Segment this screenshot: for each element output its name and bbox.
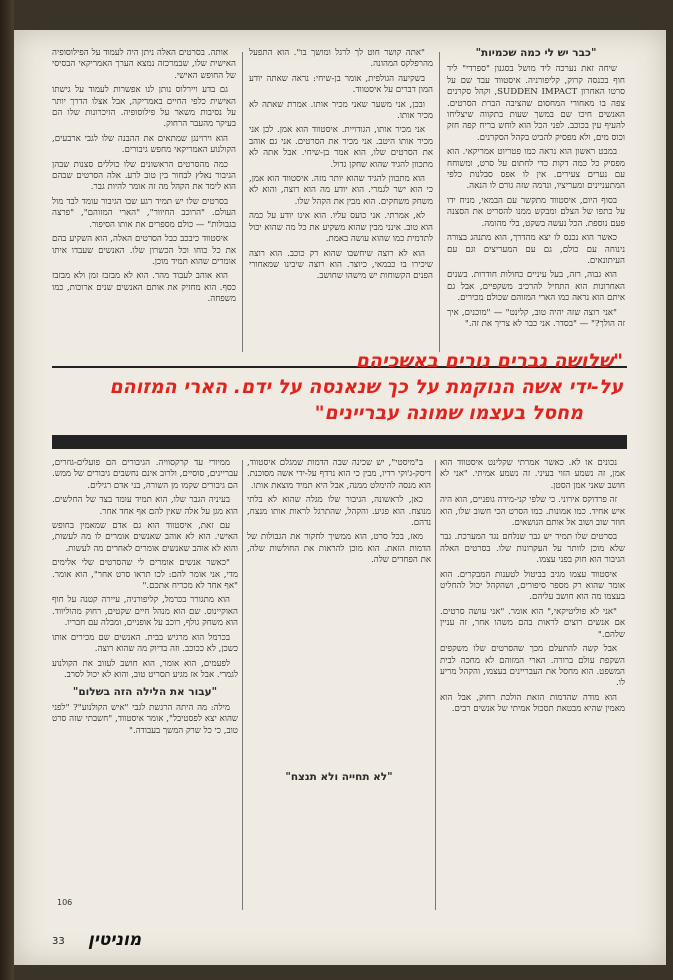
paragraph: הוא מתכוון להגיד שהוא יותר מזה. איסטווד הוא אמן, כי הוא ישר לגמרי. הוא יודע מה הוא רוצה, והוא לא משחק משחקים. הוא מבין את הקהל שלו. [249, 174, 433, 207]
paragraph: "כאשר אנשים אומרים לי שהסרטים שלי אלימים מדי, אני אומר להם: לכו תראו סרט אחר", הוא אומר. "אף אחד לא מכריח אתכם." [52, 558, 238, 592]
paragraph: בשקיעה הגולפית, אומר בן-שיחי: נראה שאתה יודע המון דברים על איסטווד. [249, 73, 433, 96]
section-heading: "עבור את הלילה הזה בשלום" [72, 686, 218, 699]
paragraph: גם בדע ויירלוס נותן לנו אפשרות לעמוד על גישתו האישית כלפי החיים באמריקה, אבל אצלו הדרך יותר על נסיבות משאר על פילוסופיה. הזיכרונות שלו הם בעיקר מהעבר הרחוק. [52, 85, 236, 130]
paragraph: ובכן, אני משער שאני מכיר אותו. אמרת שאתה לא מכיר אותו. [249, 99, 433, 122]
paragraph: "אתה קושר חוט לך לרגל ומושך בו". הוא התפעל מהרפלקס המהונה. [249, 48, 433, 70]
paragraph: זה פרדוקס אירוני. כי שלפי קני-מידה גופניים, הוא היה איש אחיד. כמו אמונות. כמו הסרט הכי חשוב שלו, הוא חוזר שוב ושוב אל אותם הנושאים. [440, 495, 625, 529]
paragraph: לפעמים, הוא אומר, הוא חושב לעזוב את הקולנוע לגמרי. אבל אז מגיע תסריט טוב, והוא לא יכול לסרב. [52, 658, 238, 680]
paragraph: ממיורי עד קרקסוויה. הגיבורים הם פועלים-גוזרים, עבריינים, סוסיים, ולרוב אינם נחשבים גיבורים של ממש. הם גיבורים שקמו מן השורה, בני אדם רגילים. [52, 458, 238, 491]
section-heading: "לא תחייה ולא תנצח" [285, 771, 393, 783]
bottom-col-middle [247, 458, 431, 913]
column-divider [242, 52, 243, 352]
paragraph: כאן, לראשונה, הגיבור שלו מגלה שהוא לא בלתי מנוצח. הוא פגיע. והקהל, שהתרגל לראות אותו מנצח, נדהם. [247, 495, 431, 529]
paragraph: הוא לא רוצה שיחשבו שהוא רק כוכב. הוא רוצה שיכירו בו כבמאי, כיוצר. הוא רוצה שיבינו שמאחורי הפנים הקשוחות יש מישהו שחושב. [249, 248, 433, 282]
paragraph: נכונים או לא. כאשר אמרתי שקלינט איסטווד הוא אמן, זה נשמע הזוי בעיני. זה נשמע אמיתי. "אני לא חושב שאני אמן הסטן. [440, 458, 625, 491]
column-ref-number: 106 [57, 898, 73, 907]
paragraph: אני מכיר אותו, הגודויית. איסטווד הוא אמן. לכן אני מכיר אותו היטב. אני מכיר את הסרטים. אני גם אוהב את הסרטים שלו, הוא אמר בן-שיחי. אבל אתה לא מתכוון להגיד שהוא שחקן גדול. [249, 125, 433, 170]
column-divider [242, 460, 243, 910]
top-col-middle [249, 48, 433, 353]
pull-quote [56, 348, 623, 444]
paragraph: "אני רוצה שזה יהיה טוב, קלינט" — "מוכנים, איך זה הולך?" — "בסדר. אני כבר לא צריך את זה." [447, 307, 625, 329]
page-number: 33 [52, 936, 65, 947]
paragraph: בעיניה הגבר שלו, הוא תמיד עומד בצד של החלשים. הוא מגן על אלה שאין להם אף אחד אחר. [52, 495, 238, 517]
paragraph: הוא מודה שהדמות הזאת הולכת רחוק, אבל הוא מאמין שהיא מבטאת תסכול אמיתי של אנשים רבים. [440, 692, 625, 715]
paragraph: לא, אמרתי. אני כועס עליו. הוא אינו יודע על כמה הוא טוב. אינני מבין שהוא משקיע את כל מה שהוא יכול לתדמית כמו שהוא עושה באמת. [249, 211, 433, 245]
section-heading: "כבר יש לי כמה שכמיות" [475, 48, 597, 59]
paragraph: בסוף היום, איסטווד מתקשר עם הבמאי, מניח ידו על כתפו של הצלם ומבקש ממנו להסריט את הסצנה פעם נוספת. הכל נעשה בשקט, בלי מהומה. [447, 195, 625, 229]
paragraph: בכרמל הוא מרגיש בבית. האנשים שם מכירים אותו כשכן, לא ככוכב. וזה בדיוק מה שהוא רוצה. [52, 632, 238, 655]
top-col-right [447, 48, 625, 353]
bottom-col-right [440, 458, 625, 913]
binder-edge [0, 0, 14, 980]
paragraph: הוא וירוינגן שמתאים את ההבנה שלו לגבי ארבעים, הקולנוע האמריקאי מחפש גיבורים. [52, 133, 236, 156]
magazine-page [14, 30, 666, 965]
paragraph: אותה. בסרטים האלה ניתן היה לעמוד על הפילוסופיה האישית שלו, שבמרכזה נמצא הערך האמריקאי הבסיסי של החופש האישי. [52, 48, 236, 81]
paragraph: מאז, בכל סרט, הוא ממשיך לחקור את הגבולות של הדמות הזאת. הוא מוכן להראות את החולשות שלה, את הפחדים שלה. [247, 532, 431, 566]
paragraph: איסטווד כיבכב כבל הסרטים האלה, הוא השקיע בהם את כל כוחו וכל הכשרון שלו. האנשים שעבדו איתו אומרים שהוא תמיד מוכן. [52, 234, 236, 267]
paragraph: איסטווד עצמו מגיב בביטול לטענות המבקרים. הוא אומר שהוא רק מספר סיפורים, ושהקהל יכול להחליט בעצמו מה הוא חושב עליהם. [440, 569, 625, 603]
pull-quote-bottom-rule [52, 435, 627, 449]
pull-quote-line-2: על-ידי אשה הנוקמת על כך שנאנסה על ידם. הארי המזוהם [109, 376, 623, 398]
paragraph: "אני לא פוליטיקאי," הוא אומר. "אני עושה סרטים. אם אנשים רוצים לראות בהם משהו אחר, זה עניין שלהם." [440, 606, 625, 640]
paragraph: כמה מהסרטים הראשונים שלו כוללים סצנות שבהן הגיבור נאלץ לבחור בין טוב לרע. אלה הסרטים שבהם הוא לימד את הקהל מה זה אומר להיות גבר. [52, 159, 236, 193]
paragraph: אבל קשה להתעלם מכך שהסרטים שלו משקפים השקפת עולם ברורה. הארי המזוהם לא מחכה לבית המשפט. הוא מחסל את העבריינים בעצמו, והקהל מריע לו. [440, 644, 625, 689]
pull-quote-line-1: "שלושה גברים נורים באשכיהם [355, 350, 623, 372]
paragraph: עם זאת, איסטווד הוא גם אדם שמאמין בחופש האישי. הוא לא אוהב שאנשים אומרים לו מה לעשות, והוא לא אוהב שאנשים אומרים לאחרים מה לעשות. [52, 521, 238, 554]
column-divider [439, 52, 440, 352]
paragraph: כאשר הוא נכנס לו יצא מהדרך, הוא מתנהג בצורה נינוחה עם כולם, גם עם המעריצים וגם עם העיתונאים. [447, 233, 625, 266]
pull-quote-line-3: מחסל בעצמו שמונה עבריינים" [314, 402, 583, 424]
magazine-logo: מוניטין [88, 930, 142, 950]
top-col-left [52, 48, 236, 353]
column-divider [435, 460, 436, 910]
paragraph: בסרטים שלו תמיד יש גבר שנלחם נגד המערכת. גבר שלא מוכן לוותר על העקרונות שלו. בסרטים האלה הגיבור הוא חוק בפני עצמו. [440, 532, 625, 566]
bottom-col-left [52, 458, 238, 898]
paragraph: ב"מיסטי", יש שכינה שבה הדמות שמגלם איסטווד, דיסק-ג'וקי רדיו, מבין כי הוא נרדף על-ידי אשה מסוכנת. הוא מנסה להימלט ממנה, אבל היא תמיד מוצאת אותו. [247, 458, 431, 491]
paragraph: הוא אוהב לעבוד מהר. הוא לא מבזבז זמן ולא מבזבז כסף. הוא מחזיק את אותם האנשים שנים ארוכות, כמו משפחה. [52, 271, 236, 305]
paragraph: מילה: מה היתה הרגשת לגבי "איש הקולנוע"? "לפני שהוא יצא לפסטיבל", אומר איסטווד, "חשבתי שזה סרט טוב, כי כל שרק המשך בעבודה." [52, 702, 238, 736]
paragraph: בסרטים שלו יש תמיד רגע שבו הגיבור עומד לבד מול העולם. "הרוכב החיוור", "הארי המזוהם", "פרצה בגבולות" — כולם מספרים את אותו הסיפור. [52, 196, 236, 230]
paragraph: שיחה זאת נערכה ליד מושל בסגנון "ספרדי" ליד חוף בכנסה קרוק, קליפורניה. איסטווד עבד שם על סרטו האחרון SUDDEN IMPACT, וקהל סקרנים צפה בו מאחורי המחסום שהציבה הברת הסרטים. האנשים חיכו שם במשך שעות בתקווה שיצליחו להעיף עין בכוכב. לפני הכל הוא לוחש בריח קפה חזק וכוס מים, ולא מפסיק להביט בקהל הסקרנים. [447, 64, 625, 143]
paragraph: במבט ראשון הוא נראה כמו פטריוט אמריקאי. הוא מפסיק כל כמה דקות כדי לחתום על סרט, ומשוחח עם נערים צעירים. אין לו אפס סבלנות כלפי המתעניינים ומעריציו, ונדמה שזה גורם לו הנאה. [447, 147, 625, 192]
paragraph: הוא מתגורר בכרמל, קליפורניה, עיירה קטנה על חוף האוקיינוס. שם הוא מנהל חיים שקטים, רחוק מהוליווד. הוא משחק גולף, רוכב על אופניים, ומבלה עם חבריו. [52, 595, 238, 629]
paragraph: הוא גבוה, רזה, בעל עיניים כחולות חודרות. בשנים האחרונות הוא התחיל להרכיב משקפיים, אבל גם איתם הוא נראה כמו הארי המזוהם שכולם מכירים. [447, 270, 625, 304]
